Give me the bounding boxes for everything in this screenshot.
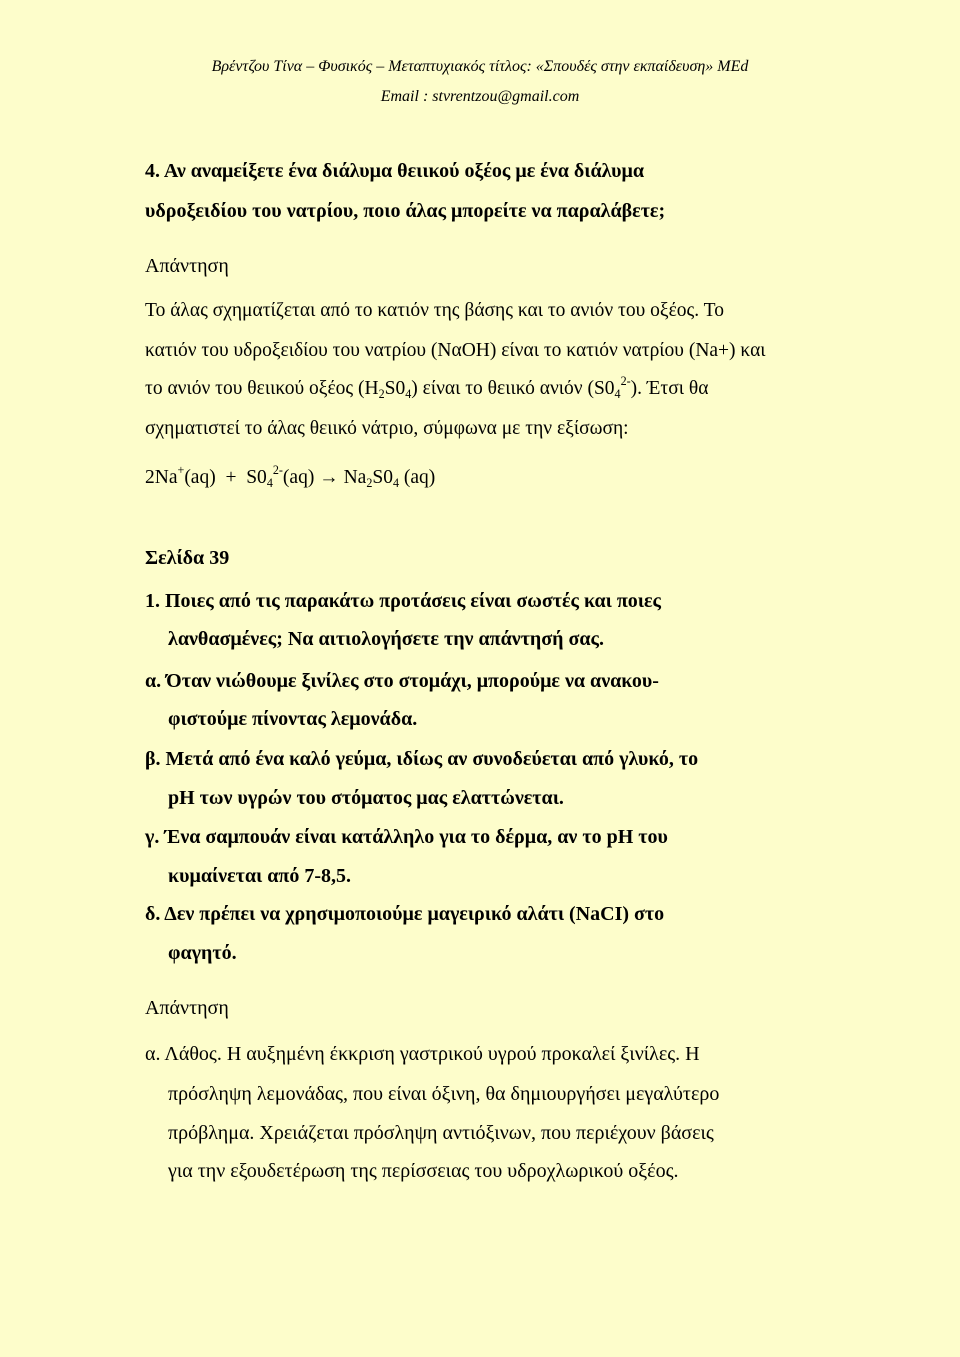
answer-4-line-1: Το άλας σχηματίζεται από το κατιόν της βάσης και το ανιόν του οξέος. Το: [145, 300, 724, 321]
statement-a-line-2: φιστούμε πίνοντας λεμονάδα.: [168, 708, 418, 730]
answer-1-line-3: πρόβλημα. Χρειάζεται πρόσληψη αντιόξινων, που περιέχουν βάσεις: [168, 1122, 714, 1144]
chemical-equation: $2Na^+(aq) + S0_4^{2-}(aq) \to Na_2S0_4$ (aq): [145, 462, 436, 491]
answer-4-line-4: σχηματιστεί το άλας θειικό νάτριο, σύμφωνα με την εξίσωση:: [145, 418, 629, 439]
reaction-arrow-icon: →: [319, 467, 339, 488]
answer-heading-1: Απάντηση: [145, 255, 229, 277]
answer-4-line-3: το ανιόν του θειικού οξέος $(H_2S0_4)$ είναι το θειικό ανιόν $(S0_4^{2-})$. Έτσι θα: [145, 373, 709, 402]
header-author-line: Βρέντζου Τίνα – Φυσικός – Μεταπτυχιακός τίτλος: «Σπουδές στην εκπαίδευση» MEd: [211, 58, 749, 75]
answer-4-line-2: κατιόν του υδροξειδίου του νατρίου (ΝαΟΗ) είναι το κατιόν νατρίου (Na+) και: [145, 340, 766, 361]
question-1-line-1: 1. Ποιες από τις παρακάτω προτάσεις είναι σωστές και ποιες: [145, 590, 661, 612]
answer-1-line-4: για την εξουδετέρωση της περίσσειας του υδροχλωρικού οξέος.: [168, 1160, 679, 1182]
answer-heading-2: Απάντηση: [145, 997, 229, 1019]
page-label: Σελίδα 39: [145, 547, 230, 569]
answer-1-line-1: α. Λάθος. Η αυξημένη έκκριση γαστρικού υγρού προκαλεί ξινίλες. Η: [145, 1043, 700, 1065]
statement-b-line-2: pH των υγρών του στόματος μας ελαττώνεται.: [168, 787, 564, 809]
statement-a-line-1: α. Όταν νιώθουμε ξινίλες στο στομάχι, μπορούμε να ανακου-: [145, 670, 659, 692]
statement-c-line-2: κυμαίνεται από 7-8,5.: [168, 865, 352, 887]
statement-c-line-1: γ. Ένα σαμπουάν είναι κατάλληλο για το δέρμα, αν το pH του: [145, 826, 668, 848]
header-email: Email : stvrentzou@gmail.com: [380, 88, 580, 105]
question-4-line-2: υδροξειδίου του νατρίου, ποιο άλας μπορείτε να παραλάβετε;: [145, 200, 666, 222]
statement-b-line-1: β. Μετά από ένα καλό γεύμα, ιδίως αν συνοδεύεται από γλυκό, το: [145, 748, 699, 770]
question-1-line-2: λανθασμένες; Να αιτιολογήσετε την απάντησή σας.: [168, 628, 604, 650]
statement-d-line-1: δ. Δεν πρέπει να χρησιμοποιούμε μαγειρικό αλάτι (NaCI) στο: [145, 903, 665, 925]
answer-1-line-2: πρόσληψη λεμονάδας, που είναι όξινη, θα δημιουργήσει μεγαλύτερο: [168, 1083, 720, 1105]
statement-d-line-2: φαγητό.: [168, 942, 237, 964]
question-4-line-1: 4. Αν αναμείξετε ένα διάλυμα θειικού οξέος με ένα διάλυμα: [145, 160, 645, 182]
